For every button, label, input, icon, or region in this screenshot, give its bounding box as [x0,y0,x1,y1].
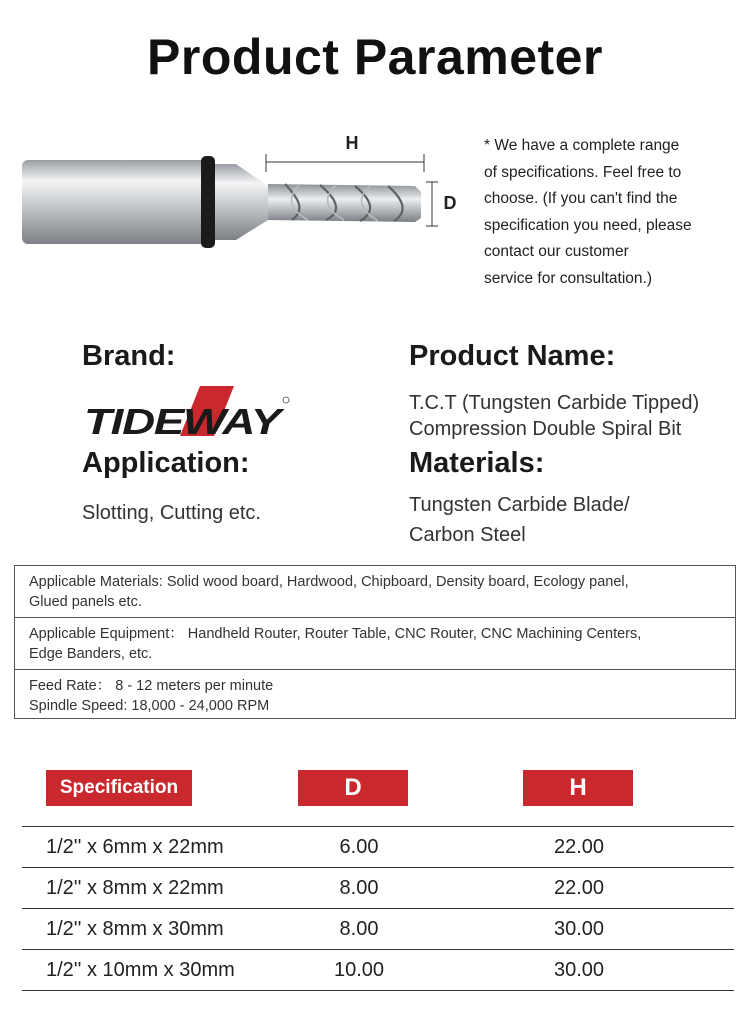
cell-spec: 1/2'' x 8mm x 30mm [46,918,224,940]
info-box [14,565,736,719]
info-line: Applicable Equipment： Handheld Router, Router Table, CNC Router, CNC Machining Centers, [29,626,642,642]
page-title: Product Parameter [147,29,603,85]
cell-spec: 1/2'' x 10mm x 30mm [46,959,235,981]
materials-line: Carbon Steel [409,524,526,546]
applicable-equipment-row [15,617,735,670]
note-line: of specifications. Feel free to [484,163,682,181]
info-line: Applicable Materials: Solid wood board, Hardwood, Chipboard, Density board, Ecology panel, [29,574,629,590]
cell-spec: 1/2'' x 8mm x 22mm [46,877,224,899]
header-d: D [298,770,408,806]
cell-h: 22.00 [553,877,605,899]
note-line: specification you need, please [484,216,692,234]
cell-spec: 1/2'' x 6mm x 22mm [46,836,224,858]
application-text: Slotting, Cutting etc. [82,502,261,524]
materials-heading: Materials: [409,447,545,479]
application-heading: Application: [82,447,250,479]
product-name-line: T.C.T (Tungsten Carbide Tipped) [409,392,700,414]
materials-text [409,490,630,550]
header-h: H [523,770,633,806]
info-line: Edge Banders, etc. [29,646,153,662]
table-row [22,826,734,867]
cell-d: 10.00 [333,959,385,981]
taper [215,164,268,240]
table-row [22,908,734,949]
logo-text: TIDEWAY [84,401,286,442]
cell-h: 22.00 [553,836,605,858]
note-line: * We have a complete range [484,137,680,154]
feed-rate-row [15,669,735,722]
tideway-logo [82,382,302,442]
specification-note [484,133,734,292]
cell-d: 8.00 [339,877,379,899]
materials-line: Tungsten Carbide Blade/ [409,494,630,516]
cell-d: 8.00 [339,918,379,940]
brand-heading: Brand: [82,340,176,372]
info-line: Spindle Speed: 18,000 - 24,000 RPM [29,698,270,714]
h-dimension-label: H [345,133,359,153]
product-name-text [409,390,699,442]
note-line: contact our customer [484,243,629,260]
product-name-line: Compression Double Spiral Bit [409,418,682,440]
note-line: choose. (If you can't find the [484,190,678,207]
o-ring [201,156,215,248]
specification-table [22,826,734,991]
info-line: Feed Rate： 8 - 12 meters per minute [29,678,274,694]
product-name-heading: Product Name: [409,340,616,372]
table-row [22,867,734,908]
note-line: service for consultation.) [484,269,652,287]
shank [22,160,212,244]
cell-h: 30.00 [553,959,605,981]
applicable-materials-row [15,566,735,618]
router-bit-diagram [0,120,470,290]
header-specification: Specification [46,770,192,806]
info-line: Glued panels etc. [29,594,142,610]
table-row [22,949,734,991]
cell-d: 6.00 [339,836,379,858]
d-dimension-label: D [443,193,457,213]
cell-h: 30.00 [553,918,605,940]
